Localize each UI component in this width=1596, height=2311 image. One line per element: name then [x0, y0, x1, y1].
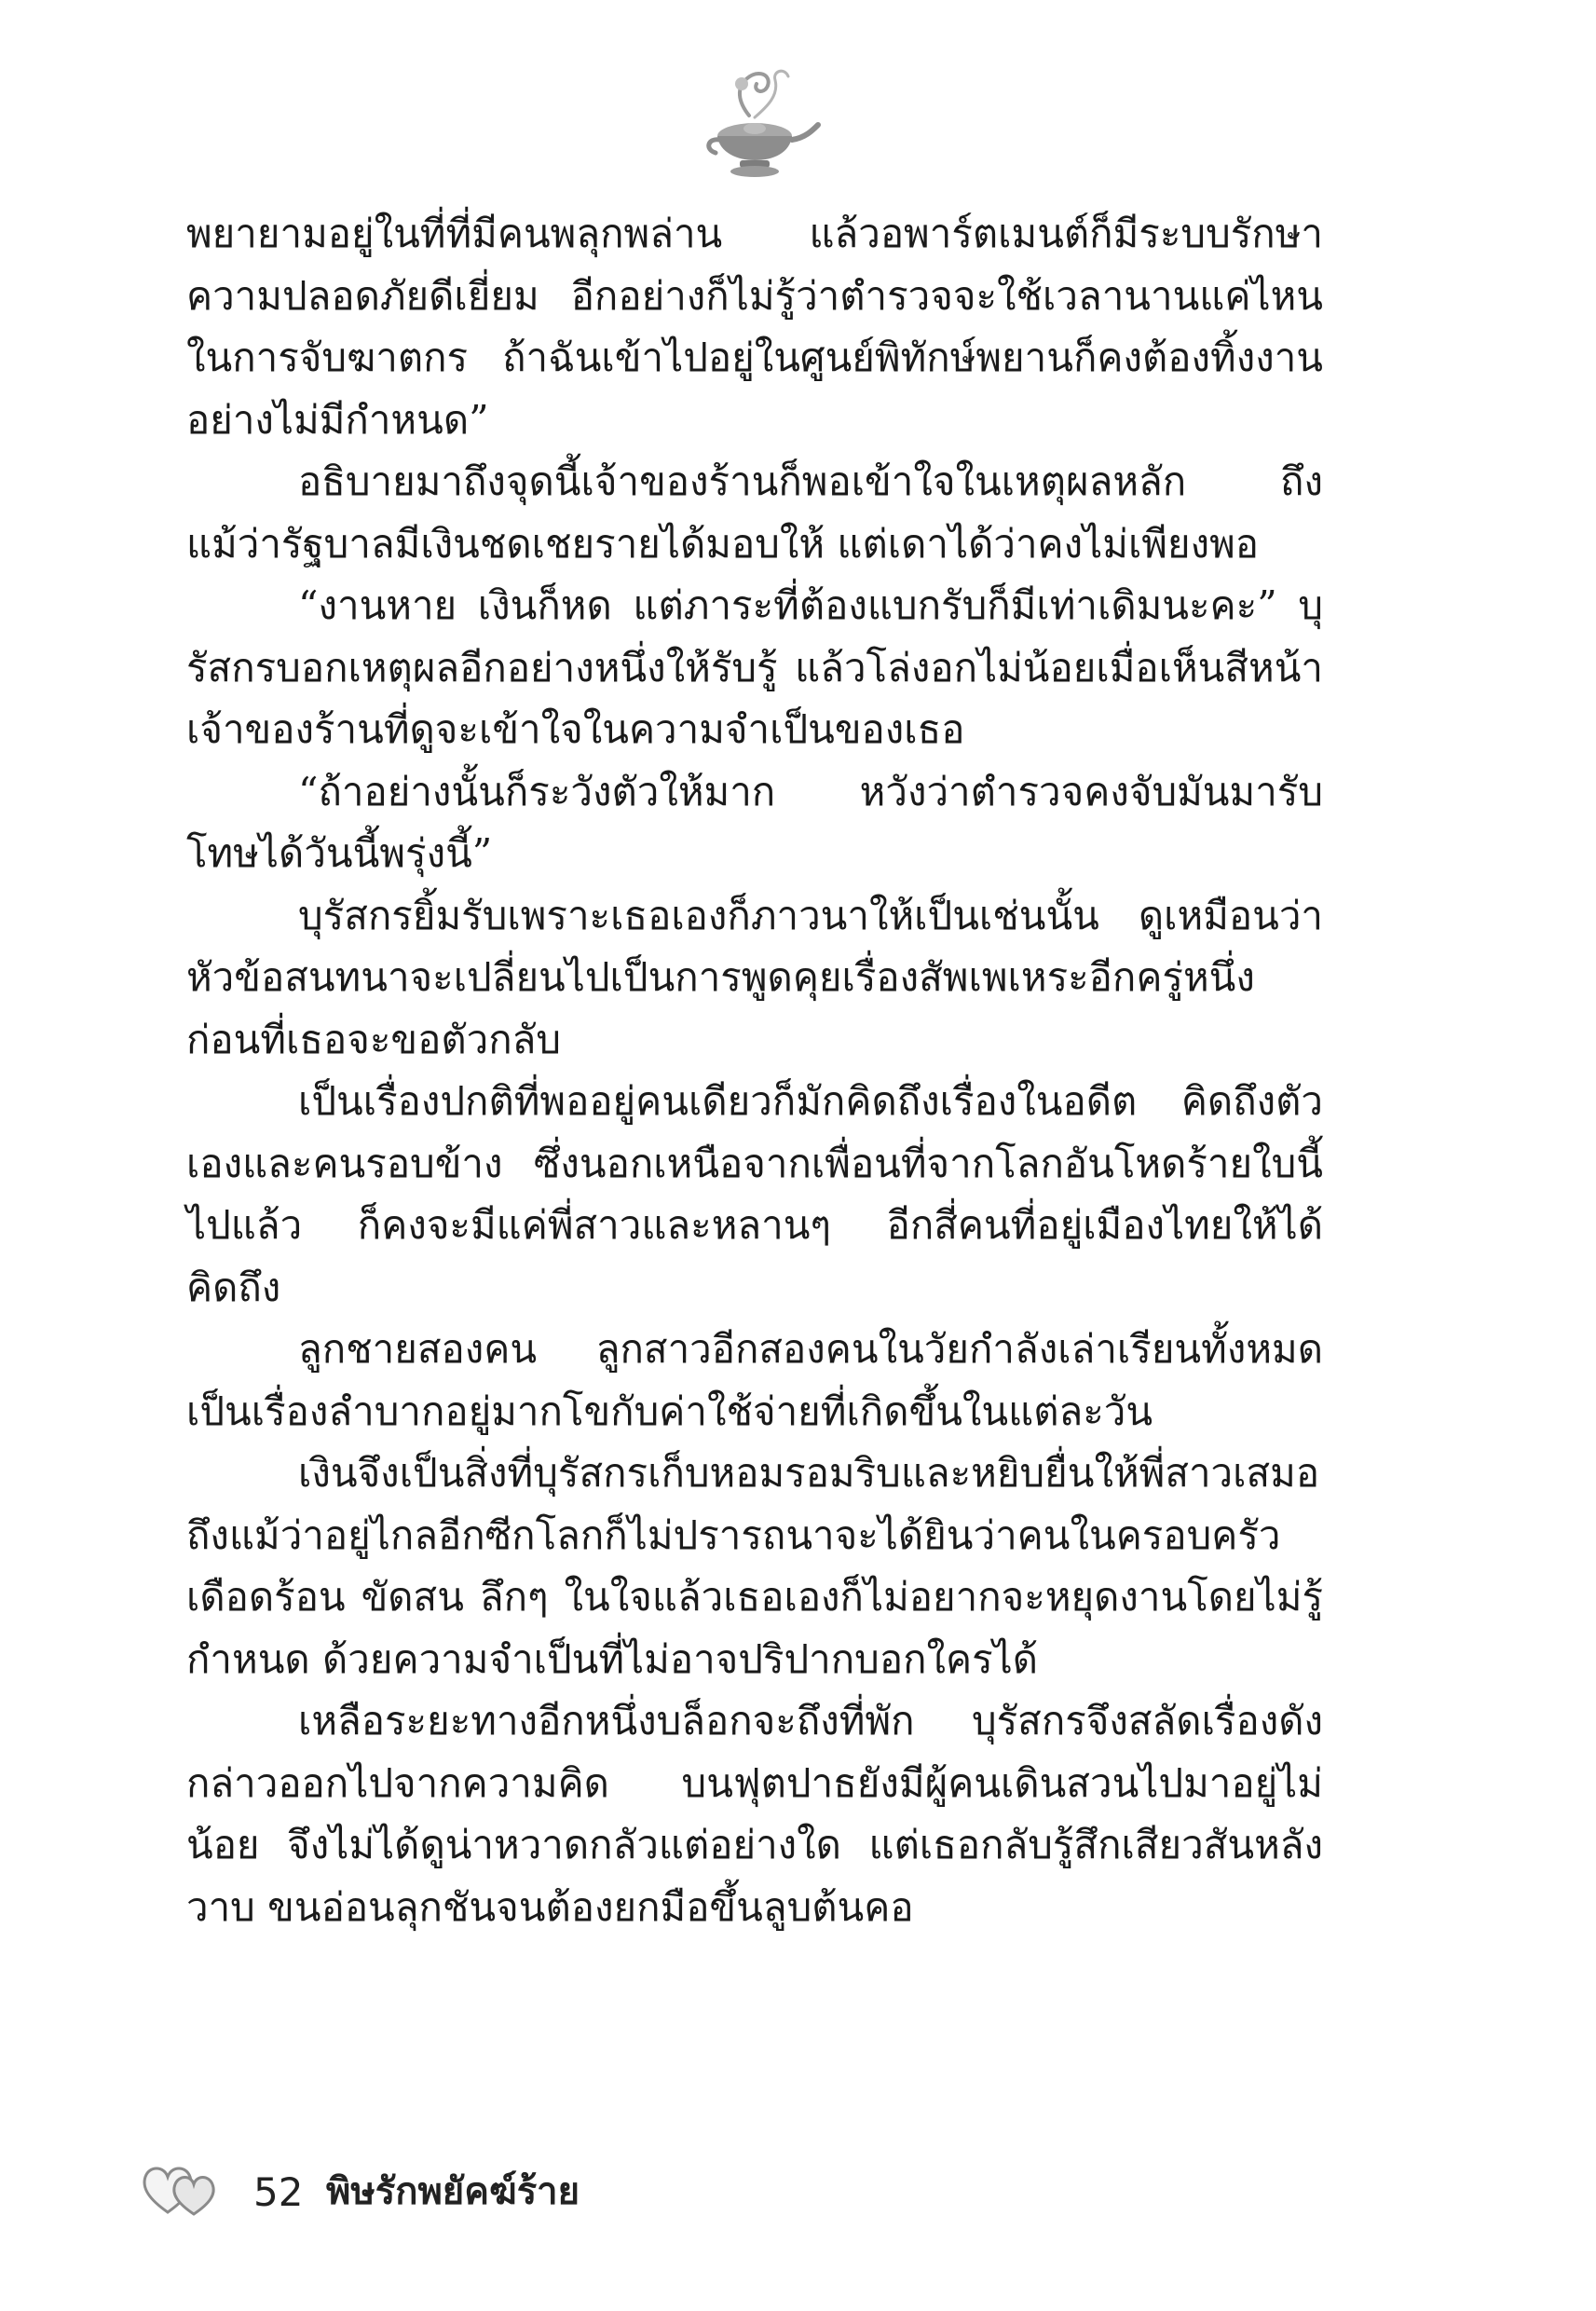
book-title: พิษรักพยัคฆ์ร้าย — [326, 2170, 580, 2213]
body-text — [186, 203, 1323, 1938]
paragraph-2: อธิบายมาถึงจุดนี้เจ้าของร้านก็พอเข้าใจในเหตุผลหลัก ถึงแม้ว่ารัฐบาลมีเงินชดเชยรายได้มอบให้ แต่เดาได้ว่าคงไม่เพียงพอ — [186, 458, 1323, 567]
paragraph-6: เป็นเรื่องปกติที่พออยู่คนเดียวก็มักคิดถึงเรื่องในอดีต คิดถึงตัวเองและคนรอบข้าง ซึ่งนอกเหนือจากเพื่อนที่จากโลกอันโหดร้ายใบนี้ไปแล้ว ก็คงจะมีแค่พี่สาวและหลานๆ อีกสี่คนที่อยู่เมืองไทยให้ได้คิดถึง — [186, 1078, 1323, 1310]
genie-lamp-icon — [682, 60, 822, 185]
page-number: 52 — [253, 2169, 304, 2215]
paragraph-5: บุรัสกรยิ้มรับเพราะเธอเองก็ภาวนาให้เป็นเช่นนั้น ดูเหมือนว่าหัวข้อสนทนาจะเปลี่ยนไปเป็นการพูดคุยเรื่องสัพเพเหระอีกครู่หนึ่งก่อนที่เธอจะขอตัวกลับ — [186, 892, 1323, 1062]
paragraph-8: เงินจึงเป็นสิ่งที่บุรัสกรเก็บหอมรอมริบและหยิบยื่นให้พี่สาวเสมอถึงแม้ว่าอยู่ไกลอีกซีกโลกก็ไม่ปรารถนาจะได้ยินว่าคนในครอบครัวเดือดร้อน ขัดสน ลึกๆ ในใจแล้วเธอเองก็ไม่อยากจะหยุดงานโดยไม่รู้กำหนด ด้วยความจำเป็นที่ไม่อาจปริปากบอกใครได้ — [186, 1450, 1323, 1682]
page-footer — [140, 2160, 885, 2225]
paragraph-1: พยายามอยู่ในที่ที่มีคนพลุกพล่าน แล้วอพาร์ตเมนต์ก็มีระบบรักษาความปลอดภัยดีเยี่ยม อีกอย่างก็ไม่รู้ว่าตำรวจจะใช้เวลานานแค่ไหนในการจับฆาตกร ถ้าฉันเข้าไปอยู่ในศูนย์พิทักษ์พยานก็คงต้องทิ้งงานอย่างไม่มีกำหนด” — [186, 211, 1323, 443]
paragraph-7: ลูกชายสองคน ลูกสาวอีกสองคนในวัยกำลังเล่าเรียนทั้งหมดเป็นเรื่องลำบากอยู่มากโขกับค่าใช้จ่ายที่เกิดขึ้นในแต่ละวัน — [186, 1326, 1323, 1434]
paragraph-4: “ถ้าอย่างนั้นก็ระวังตัวให้มาก หวังว่าตำรวจคงจับมันมารับโทษได้วันนี้พรุ่งนี้” — [186, 768, 1323, 876]
paragraph-9: เหลือระยะทางอีกหนึ่งบล็อกจะถึงที่พัก บุรัสกรจึงสลัดเรื่องดังกล่าวออกไปจากความคิด บนฟุตปาธยังมีผู้คนเดินสวนไปมาอยู่ไม่น้อย จึงไม่ได้ดูน่าหวาดกลัวแต่อย่างใด แต่เธอกลับรู้สึกเสียวสันหลังวาบ ขนอ่อนลุกชันจนต้องยกมือขึ้นลูบต้นคอ — [186, 1698, 1323, 1930]
paragraph-3: “งานหาย เงินก็หด แต่ภาระที่ต้องแบกรับก็มีเท่าเดิมนะคะ” บุรัสกรบอกเหตุผลอีกอย่างหนึ่งให้รับรู้ แล้วโล่งอกไม่น้อยเมื่อเห็นสีหน้าเจ้าของร้านที่ดูจะเข้าใจในความจำเป็นของเธอ — [186, 582, 1323, 752]
double-heart-icon — [140, 2160, 225, 2218]
